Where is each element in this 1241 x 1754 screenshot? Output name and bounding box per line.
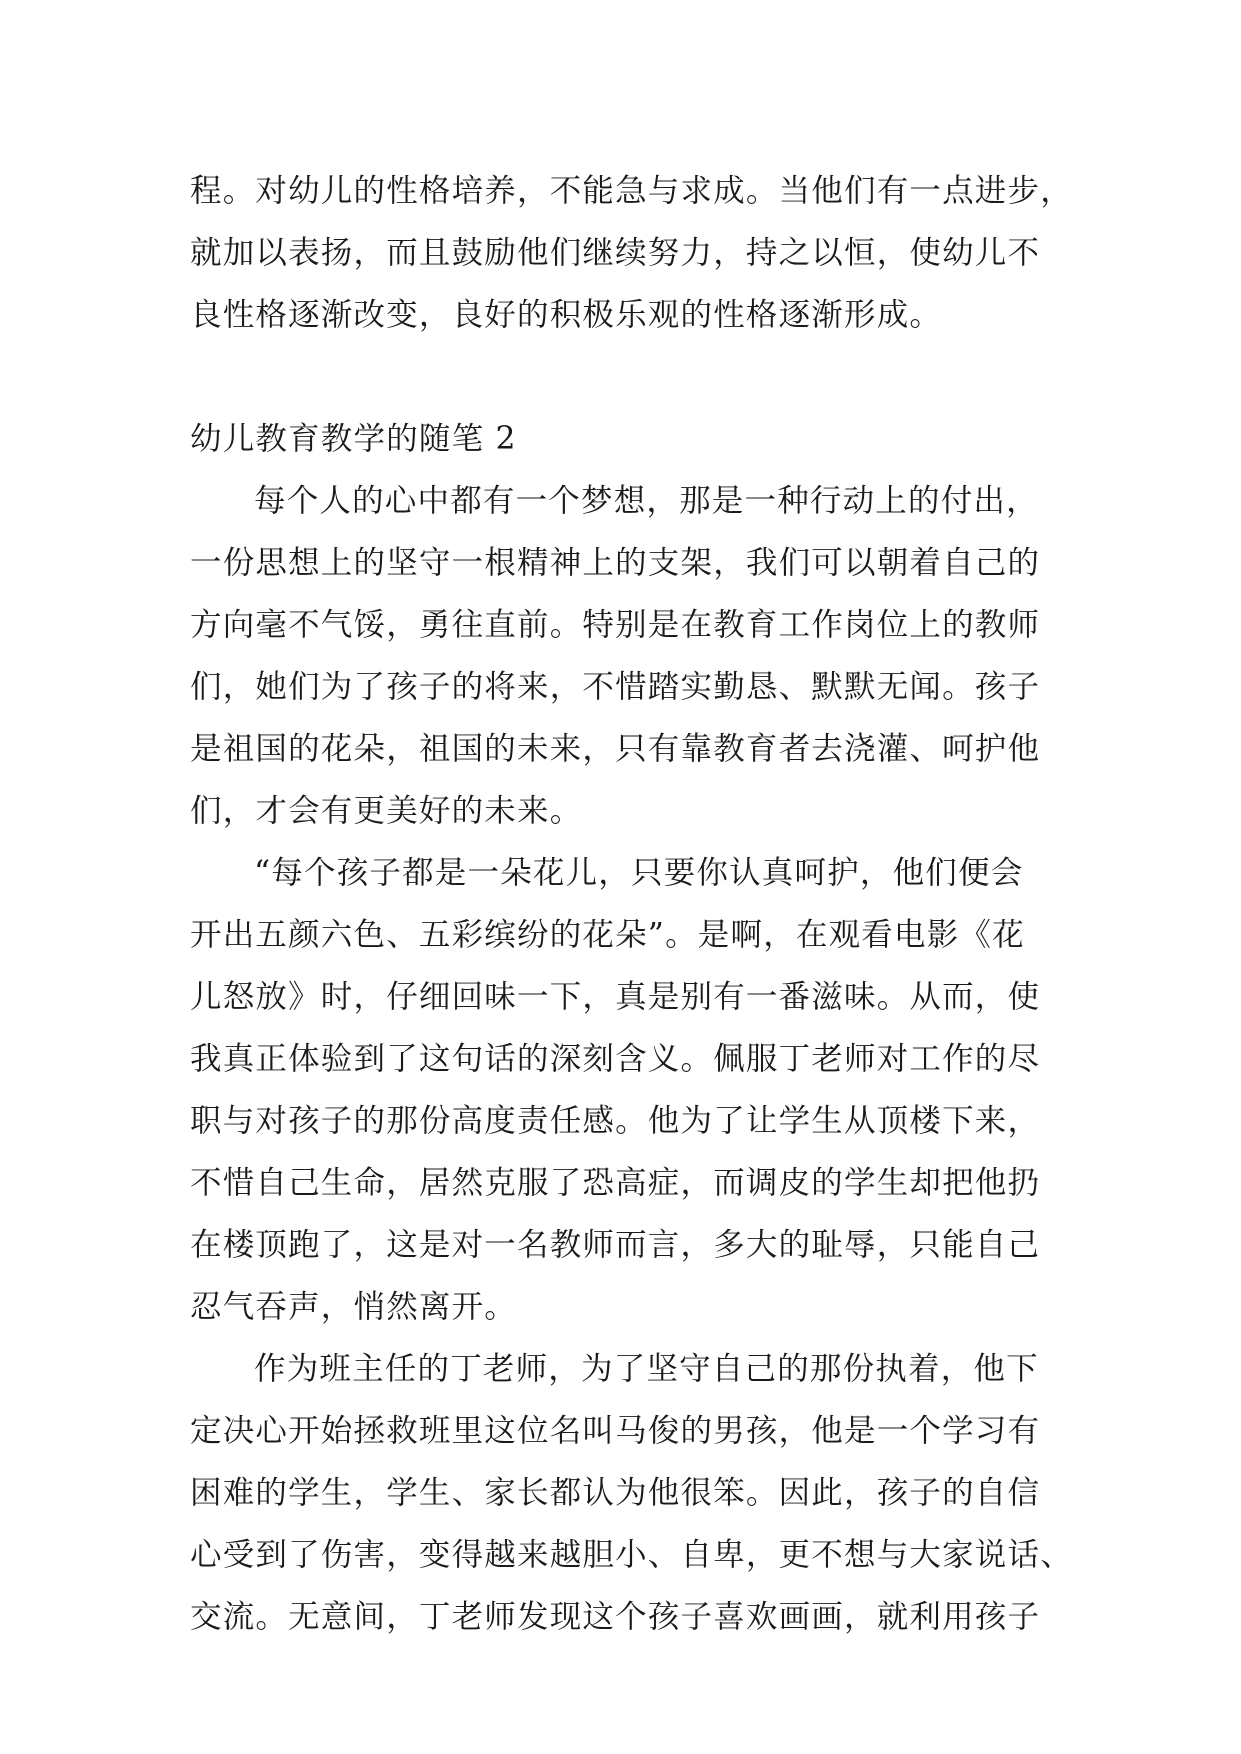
text-line: 在楼顶跑了，这是对一名教师而言，多大的耻辱，只能自己 <box>190 1227 1041 1263</box>
text-line: “每个孩子都是一朵花儿，只要你认真呵护，他们便会 <box>254 855 1024 891</box>
document-page <box>190 160 1073 1648</box>
text-line: 职与对孩子的那份高度责任感。他为了让学生从顶楼下来， <box>190 1103 1041 1139</box>
section-heading: 幼儿教育教学的随笔 2 <box>190 421 517 457</box>
text-line: 开出五颜六色、五彩缤纷的花朵”。是啊，在观看电影《花 <box>190 917 1025 953</box>
paragraph-3 <box>190 1338 1073 1648</box>
text-line: 困难的学生，学生、家长都认为他很笨。因此，孩子的自信 <box>190 1475 1041 1511</box>
text-line: 定决心开始拯救班里这位名叫马俊的男孩，他是一个学习有 <box>190 1413 1041 1449</box>
section-gap <box>190 346 1060 408</box>
text-line: 不惜自己生命，居然克服了恐高症，而调皮的学生却把他扔 <box>190 1165 1041 1201</box>
text-line: 们，她们为了孩子的将来，不惜踏实勤恳、默默无闻。孩子 <box>190 669 1041 705</box>
paragraph-1 <box>190 470 1060 842</box>
text-line: 是祖国的花朵，祖国的未来，只有靠教育者去浇灌、呵护他 <box>190 731 1041 767</box>
text-line: 交流。无意间，丁老师发现这个孩子喜欢画画，就利用孩子 <box>190 1599 1041 1635</box>
text-line: 作为班主任的丁老师，为了坚守自己的那份执着，他下 <box>254 1351 1039 1387</box>
text-line: 儿怒放》时，仔细回味一下，真是别有一番滋味。从而，使 <box>190 979 1041 1015</box>
text-line: 忍气吞声，悄然离开。 <box>190 1289 518 1325</box>
text-line: 良性格逐渐改变，良好的积极乐观的性格逐渐形成。 <box>190 297 943 333</box>
text-line: 心受到了伤害，变得越来越胆小、自卑，更不想与大家说话、 <box>190 1537 1073 1573</box>
text-line: 们，才会有更美好的未来。 <box>190 793 583 829</box>
text-line: 就加以表扬，而且鼓励他们继续努力，持之以恒，使幼儿不 <box>190 235 1041 271</box>
text-line: 程。对幼儿的性格培养，不能急与求成。当他们有一点进步， <box>190 173 1073 209</box>
text-line: 我真正体验到了这句话的深刻含义。佩服丁老师对工作的尽 <box>190 1041 1041 1077</box>
section1-tail <box>190 160 1073 346</box>
text-line: 方向毫不气馁，勇往直前。特别是在教育工作岗位上的教师 <box>190 607 1041 643</box>
paragraph-2 <box>190 842 1060 1338</box>
text-line: 每个人的心中都有一个梦想，那是一种行动上的付出， <box>254 483 1039 519</box>
text-line: 一份思想上的坚守一根精神上的支架，我们可以朝着自己的 <box>190 545 1041 581</box>
